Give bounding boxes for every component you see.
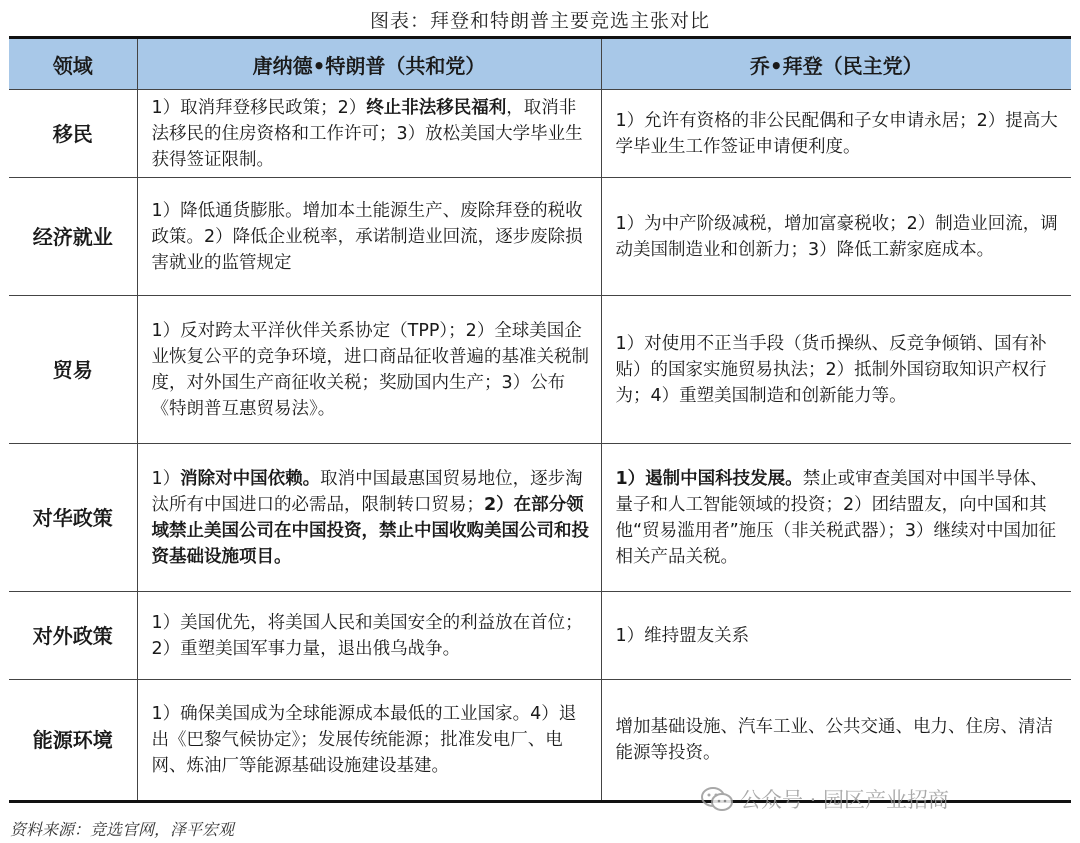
- cell-text: 1）美国优先，将美国人民和美国安全的利益放在首位；2）重塑美国军事力量，退出俄乌战争。: [151, 612, 583, 659]
- cell-text: 禁止或审查美国对中国半导体、量子和人工智能领域的投资；2）团结盟友，向中国和其他“贸易滥用者”施压（非关税武器）；3）继续对中国加征相关产品关税。: [615, 468, 1057, 567]
- row-domain: 能源环境: [9, 680, 137, 802]
- table-row: [9, 178, 1071, 296]
- header-biden: 乔•拜登（民主党）: [601, 38, 1071, 90]
- row-domain: 移民: [9, 90, 137, 178]
- row-domain: 经济就业: [9, 178, 137, 296]
- biden-cell: [601, 90, 1071, 178]
- trump-cell: [137, 592, 601, 680]
- biden-cell: [601, 592, 1071, 680]
- cell-text: 1）降低通货膨胀。增加本土能源生产、废除拜登的税收政策。2）降低企业税率，承诺制造业回流，逐步废除损害就业的监管规定: [151, 200, 583, 273]
- table-row: [9, 90, 1071, 178]
- cell-text: 1）对使用不正当手段（货币操纵、反竞争倾销、国有补贴）的国家实施贸易执法；2）抵制外国窃取知识产权行为；4）重塑美国制造和创新能力等。: [615, 333, 1047, 406]
- trump-cell: [137, 90, 601, 178]
- source-note: 资料来源：竞选官网，泽平宏观: [10, 820, 235, 839]
- trump-cell: [137, 296, 601, 444]
- table-row: [9, 296, 1071, 444]
- bold-text: 1）遏制中国科技发展。: [615, 468, 803, 489]
- cell-text: ，取消非法移民的住房资格和工作许可；3）放松美国大学毕业生获得签证限制。: [151, 97, 583, 170]
- cell-text: 1）反对跨太平洋伙伴关系协定（TPP）；2）全球美国企业恢复公平的竞争环境，进口商品征收普遍的基准关税制度，对外国生产商征收关税；奖励国内生产；3）公布《特朗普互惠贸易法》。: [151, 320, 589, 419]
- trump-cell: [137, 444, 601, 592]
- cell-text: 1）维持盟友关系: [615, 625, 750, 646]
- header-trump: 唐纳德•特朗普（共和党）: [137, 38, 601, 90]
- row-domain: 对华政策: [9, 444, 137, 592]
- cell-text: 1）为中产阶级减税，增加富豪税收；2）制造业回流，调动美国制造业和创新力；3）降低工薪家庭成本。: [615, 213, 1058, 260]
- watermark-text: 公众号 · 园区产业招商: [740, 788, 950, 812]
- cell-text: 1）取消拜登移民政策；2）: [151, 97, 367, 118]
- trump-cell: [137, 680, 601, 802]
- comparison-table: [9, 36, 1071, 803]
- biden-cell: [601, 444, 1071, 592]
- biden-cell: [601, 178, 1071, 296]
- header-domain: 领域: [9, 38, 137, 90]
- cell-text: 1）允许有资格的非公民配偶和子女申请永居；2）提高大学毕业生工作签证申请便利度。: [615, 110, 1058, 157]
- row-domain: 贸易: [9, 296, 137, 444]
- header-row: [9, 38, 1071, 90]
- bold-text: 终止非法移民福利: [366, 97, 507, 118]
- table-caption: 图表：拜登和特朗普主要竞选主张对比: [369, 10, 710, 32]
- cell-text: 增加基础设施、汽车工业、公共交通、电力、住房、清洁能源等投资。: [615, 717, 1053, 763]
- wechat-icon: [700, 786, 734, 812]
- trump-cell: [137, 178, 601, 296]
- table-row: [9, 592, 1071, 680]
- row-domain: 对外政策: [9, 592, 137, 680]
- watermark: [700, 784, 949, 814]
- bold-text: 消除对中国依赖。: [180, 468, 321, 489]
- biden-cell: [601, 296, 1071, 444]
- bold-text: 2）在部分领域禁止美国公司在中国投资，禁止中国收购美国公司和投资基础设施项目。: [151, 494, 589, 567]
- cell-text: 取消中国最惠国贸易地位，逐步淘汰所有中国进口的必需品，限制转口贸易；: [151, 468, 583, 515]
- table-row: [9, 444, 1071, 592]
- cell-text: 1）: [151, 468, 181, 489]
- cell-text: 1）确保美国成为全球能源成本最低的工业国家。4）退出《巴黎气候协定》；发展传统能源；批准发电厂、电网、炼油厂等能源基础设施建设基建。: [151, 704, 577, 776]
